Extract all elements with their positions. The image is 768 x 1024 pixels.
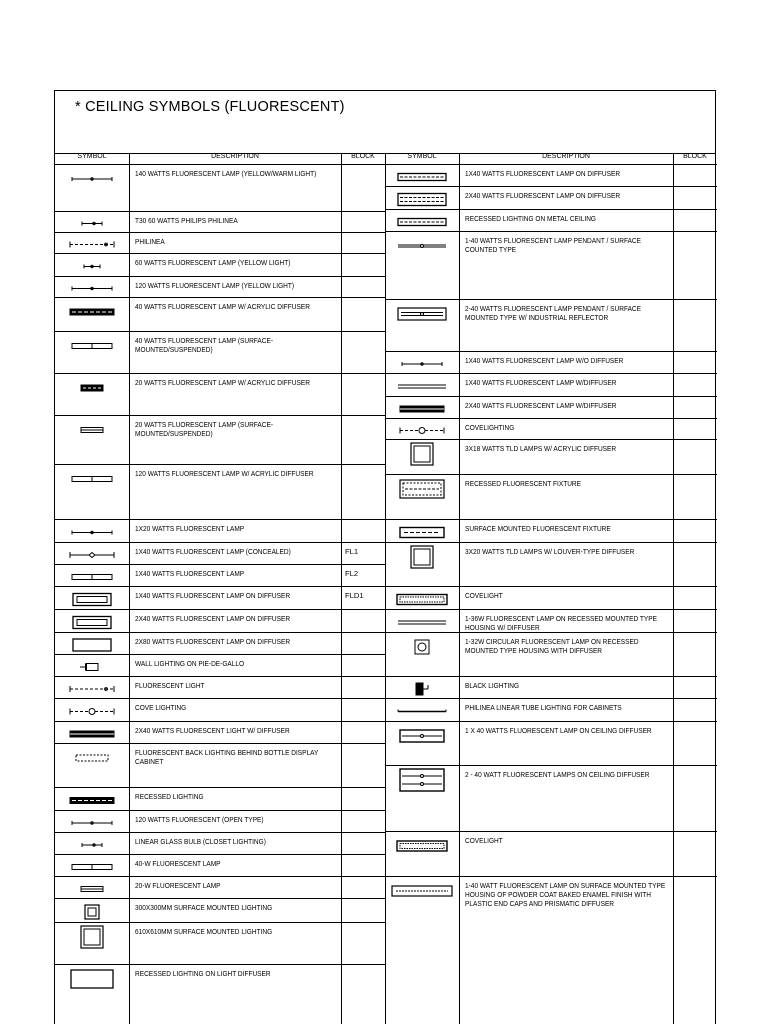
double-rect-icon <box>55 611 129 634</box>
header-symbol-left: SYMBOL <box>77 153 107 160</box>
symbol-description: 2-40 WATTS FLUORESCENT LAMP PENDANT / SURFACE MOUNTED TYPE W/ INDUSTRIAL REFLECTOR <box>465 304 642 322</box>
symbol-description: T30 60 WATTS PHILIPS PHILINEA <box>135 216 238 225</box>
symbol-description: COVELIGHT <box>465 836 503 845</box>
symbol-description: 60 WATTS FLUORESCENT LAMP (YELLOW LIGHT) <box>135 258 291 267</box>
row-divider <box>55 519 385 520</box>
column-divider <box>459 153 460 1024</box>
symbol-description: 2X40 WATTS FLUORESCENT LAMP ON DIFFUSER <box>135 614 291 623</box>
row-divider <box>385 186 717 187</box>
symbol-description: 1X40 WATTS FLUORESCENT LAMP (CONCEALED) <box>135 547 291 556</box>
row-divider <box>55 211 385 212</box>
row-divider <box>55 922 385 923</box>
symbol-description: 20 WATTS FLUORESCENT LAMP W/ ACRYLIC DIFFUSER <box>135 378 310 387</box>
square-large-icon <box>385 441 459 467</box>
symbol-description: 1-40 WATT FLUORESCENT LAMP ON SURFACE MOUNTED TYPE HOUSING OF POWDER COAT BAKED ENAMEL FINISH WITH PLASTIC END CAPS AND PRISMATIC DIFFUSER <box>465 881 666 908</box>
wall-light-icon <box>55 656 129 678</box>
lamp-line-wide-icon <box>385 353 459 375</box>
column-divider <box>673 153 674 1024</box>
header-symbol-right: SYMBOL <box>407 153 437 160</box>
symbol-description: LINEAR GLASS BULB (CLOSET LIGHTING) <box>135 837 266 846</box>
block-code: FLD1 <box>345 591 364 600</box>
symbol-description: 3X18 WATTS TLD LAMPS W/ ACRYLIC DIFFUSER <box>465 444 617 453</box>
row-divider <box>55 232 385 233</box>
row-divider <box>385 474 717 475</box>
symbol-description: 1-36W FLUORESCENT LAMP ON RECESSED MOUNTED TYPE HOUSING W/ DIFFUSER <box>465 614 657 632</box>
symbols-sheet <box>54 90 716 1024</box>
row-divider <box>55 632 385 633</box>
row-divider <box>55 721 385 722</box>
symbol-description: 20-W FLUORESCENT LAMP <box>135 881 221 890</box>
row-divider <box>385 351 717 352</box>
pendant-line-icon <box>385 233 459 259</box>
dashed-bar-icon <box>55 789 129 812</box>
row-divider <box>385 586 717 587</box>
row-divider <box>385 373 717 374</box>
rect-icon <box>55 634 129 656</box>
lamp-dashed-icon <box>55 234 129 255</box>
header-description-left: DESCRIPTION <box>211 153 259 160</box>
lamp-line-short-icon <box>55 834 129 856</box>
double-line-icon <box>385 611 459 634</box>
row-divider <box>55 609 385 610</box>
row-divider <box>55 331 385 332</box>
symbol-description: BLACK LIGHTING <box>465 681 520 690</box>
header-top-rule <box>55 153 715 154</box>
lamp-diamond-icon <box>55 544 129 566</box>
double-rect-icon <box>55 588 129 611</box>
symbol-description: 2X40 WATTS FLUORESCENT LAMP ON DIFFUSER <box>465 191 621 200</box>
row-divider <box>385 209 717 210</box>
row-divider <box>385 876 717 877</box>
symbol-description: PHILINEA <box>135 237 165 246</box>
symbol-description: 140 WATTS FLUORESCENT LAMP (YELLOW/WARM LIGHT) <box>135 169 317 178</box>
lamp-line-wide-icon <box>55 521 129 544</box>
small-rect-icon <box>55 878 129 900</box>
black-light-icon <box>385 678 459 700</box>
symbol-description: 40-W FLUORESCENT LAMP <box>135 859 221 868</box>
row-divider <box>385 519 717 520</box>
dashed-rect-icon <box>55 745 129 771</box>
symbol-description: 1X20 WATTS FLUORESCENT LAMP <box>135 524 245 533</box>
row-divider <box>55 164 385 165</box>
symbol-description: 2X40 WATTS FLUORESCENT LAMP W/DIFFUSER <box>465 401 617 410</box>
symbol-description: 1 X 40 WATTS FLUORESCENT LAMP ON CEILING DIFFUSER <box>465 726 652 735</box>
recessed-fixture-icon <box>385 476 459 502</box>
symbol-description: 3X20 WATTS TLD LAMPS W/ LOUVER-TYPE DIFFUSER <box>465 547 635 556</box>
symbol-description: RECESSED FLUORESCENT FIXTURE <box>465 479 582 488</box>
square-large-icon <box>385 544 459 570</box>
column-divider <box>129 153 130 1024</box>
double-bar-icon <box>385 398 459 420</box>
row-divider <box>385 765 717 766</box>
row-divider <box>55 373 385 374</box>
header-block-left: BLOCK <box>351 153 375 160</box>
row-divider <box>385 164 717 165</box>
dashed-bar-icon <box>55 299 129 325</box>
sheet-title: * CEILING SYMBOLS (FLUORESCENT) <box>75 99 345 115</box>
philinea-tube-icon <box>385 700 459 723</box>
symbol-description: RECESSED LIGHTING ON LIGHT DIFFUSER <box>135 969 271 978</box>
header-block-right: BLOCK <box>683 153 707 160</box>
row-divider <box>55 464 385 465</box>
symbol-description: 610X610MM SURFACE MOUNTED LIGHTING <box>135 927 273 936</box>
row-divider <box>385 396 717 397</box>
row-divider <box>55 415 385 416</box>
square-large-icon <box>55 924 129 950</box>
covelight-icon <box>385 833 459 859</box>
lamp-line-wide-icon <box>55 166 129 192</box>
row-divider <box>55 586 385 587</box>
double-bar-icon <box>55 723 129 745</box>
symbol-description: 120 WATTS FLUORESCENT LAMP W/ ACRYLIC DIFFUSER <box>135 469 314 478</box>
row-divider <box>385 721 717 722</box>
symbol-description: RECESSED LIGHTING ON METAL CEILING <box>465 214 597 223</box>
symbol-description: 120 WATTS FLUORESCENT (OPEN TYPE) <box>135 815 264 824</box>
ceiling-lamp-icon <box>385 723 459 749</box>
row-divider <box>55 876 385 877</box>
row-divider <box>55 832 385 833</box>
dashed-box-double-icon <box>385 188 459 211</box>
row-divider <box>55 253 385 254</box>
symbol-description: 120 WATTS FLUORESCENT LAMP (YELLOW LIGHT) <box>135 281 295 290</box>
symbol-description: 2 - 40 WATT FLUORESCENT LAMPS ON CEILING DIFFUSER <box>465 770 650 779</box>
row-divider <box>385 439 717 440</box>
symbol-description: 40 WATTS FLUORESCENT LAMP (SURFACE-MOUNTED/SUSPENDED) <box>135 336 274 354</box>
covelight-icon <box>385 588 459 611</box>
surface-fixture-icon <box>385 521 459 544</box>
header-description-right: DESCRIPTION <box>542 153 590 160</box>
row-divider <box>55 564 385 565</box>
lamp-dashed-icon <box>55 678 129 700</box>
lamp-line-wide-icon <box>55 278 129 299</box>
row-divider <box>55 698 385 699</box>
row-divider <box>55 898 385 899</box>
cove-circle-icon <box>385 420 459 441</box>
thin-rect-icon <box>55 856 129 878</box>
rect-large-icon <box>55 966 129 992</box>
symbol-description: PHILINEA LINEAR TUBE LIGHTING FOR CABINETS <box>465 703 622 712</box>
row-divider <box>55 964 385 965</box>
dashed-box-icon <box>385 166 459 188</box>
symbol-description: 40 WATTS FLUORESCENT LAMP W/ ACRYLIC DIFFUSER <box>135 302 310 311</box>
symbol-description: 20 WATTS FLUORESCENT LAMP (SURFACE-MOUNTED/SUSPENDED) <box>135 420 274 438</box>
symbol-description: WALL LIGHTING ON PIE-DE-GALLO <box>135 659 245 668</box>
symbol-description: 300X300MM SURFACE MOUNTED LIGHTING <box>135 903 273 912</box>
row-divider <box>55 542 385 543</box>
row-divider <box>55 676 385 677</box>
symbol-description: SURFACE MOUNTED FLUORESCENT FIXTURE <box>465 524 611 533</box>
symbol-description: 1X40 WATTS FLUORESCENT LAMP <box>135 569 245 578</box>
row-divider <box>55 654 385 655</box>
row-divider <box>385 676 717 677</box>
circle-square-icon <box>385 634 459 660</box>
square-small-icon <box>55 900 129 924</box>
cove-circle-icon <box>55 700 129 723</box>
symbol-description: 2X80 WATTS FLUORESCENT LAMP ON DIFFUSER <box>135 637 291 646</box>
row-divider <box>385 299 717 300</box>
symbol-description: 1-32W CIRCULAR FLUORESCENT LAMP ON RECESSED MOUNTED TYPE HOUSING WITH DIFFUSER <box>465 637 639 655</box>
row-divider <box>55 787 385 788</box>
row-divider <box>385 418 717 419</box>
row-divider <box>385 831 717 832</box>
row-divider <box>385 609 717 610</box>
symbol-description: COVELIGHTING <box>465 423 515 432</box>
symbol-description: COVE LIGHTING <box>135 703 187 712</box>
row-divider <box>385 698 717 699</box>
pendant-rect-icon <box>385 301 459 327</box>
lamp-line-wide-icon <box>55 812 129 834</box>
thin-rect-icon <box>55 466 129 492</box>
block-code: FL1 <box>345 547 359 556</box>
row-divider <box>385 632 717 633</box>
row-divider <box>55 297 385 298</box>
row-divider <box>55 276 385 277</box>
double-line-icon <box>385 375 459 398</box>
symbol-description: 1-40 WATTS FLUORESCENT LAMP PENDANT / SURFACE COUNTED TYPE <box>465 236 642 254</box>
symbol-description: 1X40 WATTS FLUORESCENT LAMP W/DIFFUSER <box>465 378 617 387</box>
row-divider <box>55 743 385 744</box>
dashed-box-icon <box>385 211 459 233</box>
small-bar-icon <box>55 375 129 401</box>
surface-powder-icon <box>385 878 459 904</box>
thin-rect-icon <box>55 566 129 588</box>
symbol-description: RECESSED LIGHTING <box>135 792 204 801</box>
row-divider <box>385 231 717 232</box>
symbol-description: FLUORESCENT LIGHT <box>135 681 205 690</box>
lamp-line-short-icon <box>55 213 129 234</box>
row-divider <box>55 854 385 855</box>
symbol-description: 2X40 WATTS FLUORESCENT LIGHT W/ DIFFUSER <box>135 726 290 735</box>
block-code: FL2 <box>345 569 359 578</box>
ceiling-double-icon <box>385 767 459 793</box>
small-rect-icon <box>55 417 129 443</box>
symbol-description: 1X40 WATTS FLUORESCENT LAMP W/O DIFFUSER <box>465 356 624 365</box>
symbol-description: 1X40 WATTS FLUORESCENT LAMP ON DIFFUSER <box>135 591 291 600</box>
symbol-description: COVELIGHT <box>465 591 503 600</box>
symbol-description: 1X40 WATTS FLUORESCENT LAMP ON DIFFUSER <box>465 169 621 178</box>
row-divider <box>55 810 385 811</box>
lamp-line-tiny-icon <box>55 255 129 278</box>
symbol-description: FLUORESCENT BACK LIGHTING BEHIND BOTTLE DISPLAY CABINET <box>135 748 319 766</box>
row-divider <box>385 542 717 543</box>
thin-rect-icon <box>55 333 129 359</box>
